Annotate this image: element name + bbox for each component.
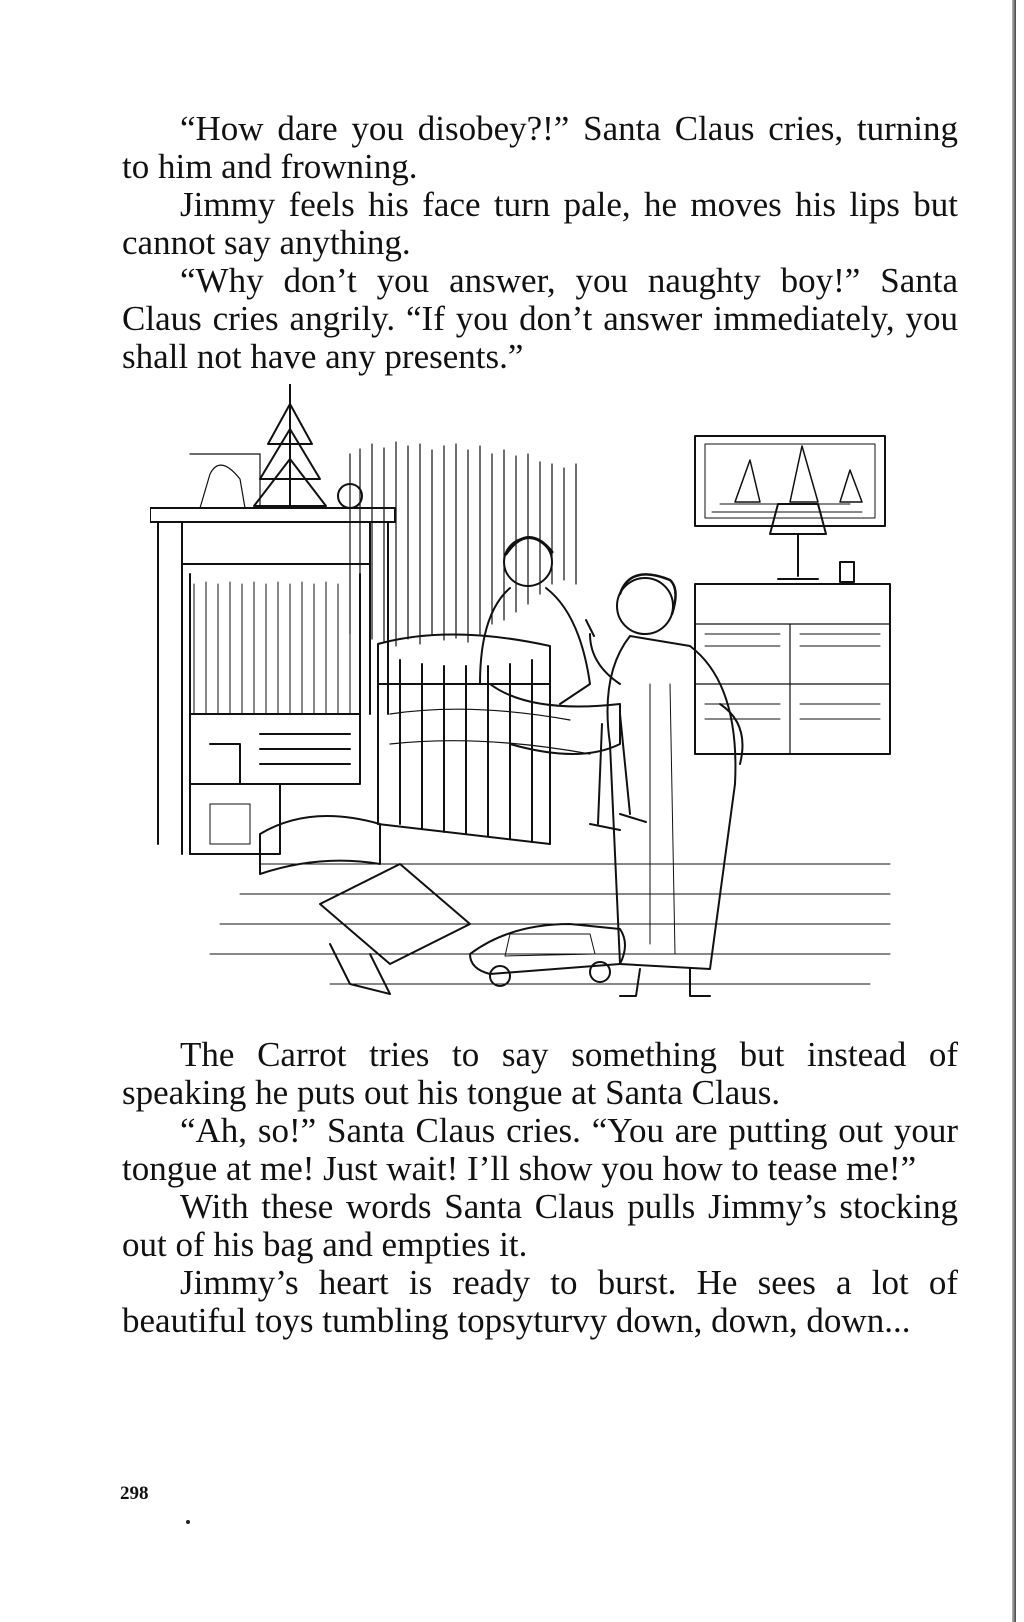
text-block-bottom (122, 1036, 958, 1340)
page-edge (1012, 0, 1016, 1622)
illustration-bedroom-scene (150, 384, 910, 1000)
jimmy-figure (586, 574, 743, 996)
dresser (695, 504, 890, 754)
text-block-top (122, 110, 958, 376)
ink-dot (186, 1520, 190, 1524)
paragraph: “How dare you disobey?!” Santa Claus cries, turning to him and frowning. (122, 109, 958, 186)
toys (260, 816, 625, 994)
paragraph: The Carrot tries to say something but instead of speaking he puts out his tongue at Santa Claus. (122, 1035, 958, 1112)
paragraph: “Ah, so!” Santa Claus cries. “You are putting out your tongue at me! Just wait! I’ll show you how to tease me!” (122, 1111, 958, 1188)
christmas-tree (190, 384, 362, 508)
sailboat-picture (695, 436, 885, 526)
paragraph: “Why don’t you answer, you naughty boy!” Santa Claus cries angrily. “If you don’t answer immediately, you shall not have any presents.” (122, 261, 958, 376)
paragraph: Jimmy’s heart is ready to burst. He sees a lot of beautiful toys tumbling topsyturvy down, down, down... (122, 1263, 958, 1340)
paragraph: Jimmy feels his face turn pale, he moves his lips but cannot say anything. (122, 185, 958, 262)
paragraph: With these words Santa Claus pulls Jimmy’s stocking out of his bag and empties it. (122, 1187, 958, 1264)
bed (378, 634, 590, 844)
page-number: 298 (120, 1483, 149, 1504)
fireplace (150, 508, 395, 854)
